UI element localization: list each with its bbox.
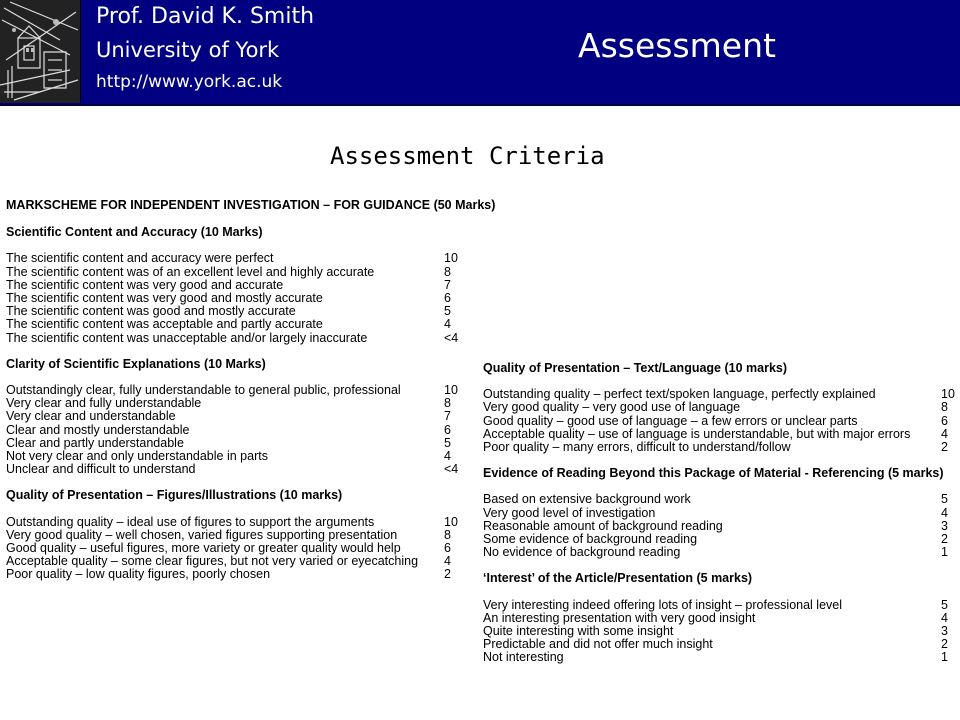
criterion-text: No evidence of background reading [483, 546, 681, 560]
university-name: University of York [96, 38, 280, 62]
criterion-row [483, 651, 955, 664]
criterion-mark: 8 [444, 396, 451, 411]
slide-subtitle: Assessment Criteria [330, 142, 605, 170]
criterion-mark: 5 [444, 435, 451, 450]
criterion-mark: 5 [444, 304, 451, 319]
criterion-mark: 3 [941, 518, 948, 533]
criterion-row [483, 507, 955, 520]
criterion-text: An interesting presentation with very good insight [483, 611, 756, 625]
university-logo-image [0, 0, 81, 103]
criterion-mark: 4 [941, 610, 948, 625]
criterion-mark: 8 [941, 400, 948, 415]
criteria-list [483, 388, 955, 454]
criterion-row [483, 638, 955, 651]
criterion-row [483, 428, 955, 441]
criterion-mark: <4 [444, 330, 459, 345]
criterion-mark: 4 [941, 505, 948, 520]
criterion-text: The scientific content and accuracy were perfect [6, 252, 274, 266]
section-heading: Quality of Presentation – Text/Language (10 marks) [483, 361, 788, 375]
section-heading: ‘Interest’ of the Article/Presentation (5 marks) [483, 571, 753, 586]
criteria-list [6, 516, 466, 582]
criterion-text: Good quality – good use of language – a few errors or unclear parts [483, 414, 858, 428]
criterion-mark: 1 [941, 650, 948, 665]
criterion-text: The scientific content was very good and accurate [6, 278, 284, 292]
criterion-row [6, 332, 466, 345]
criterion-row [6, 279, 466, 292]
criterion-row [6, 437, 466, 450]
criterion-mark: 10 [444, 514, 458, 529]
criterion-text: Unclear and difficult to understand [6, 463, 196, 477]
criterion-mark: 4 [444, 449, 451, 464]
criterion-text: Clear and mostly understandable [6, 423, 190, 437]
criterion-row [6, 542, 466, 555]
criterion-text: Very good quality – very good use of language [483, 401, 741, 415]
criteria-list [6, 384, 466, 476]
author-name: Prof. David K. Smith [96, 4, 315, 29]
criterion-mark: 6 [444, 541, 451, 556]
criterion-row [483, 612, 955, 625]
criterion-mark: 5 [941, 597, 948, 612]
criterion-mark: 8 [444, 527, 451, 542]
criterion-mark: 6 [444, 291, 451, 306]
criteria-list [483, 599, 955, 665]
criterion-text: The scientific content was very good and mostly accurate [6, 292, 323, 306]
criterion-row [6, 516, 466, 529]
criterion-text: Outstandingly clear, fully understandable to general public, professional [6, 384, 401, 398]
criterion-row [6, 424, 466, 437]
criterion-text: The scientific content was of an excellent level and highly accurate [6, 265, 375, 279]
criterion-row [483, 599, 955, 612]
criterion-text: Acceptable quality – use of language is understandable, but with major errors [483, 427, 911, 441]
criterion-text: The scientific content was acceptable and partly accurate [6, 318, 323, 332]
criterion-row [6, 305, 466, 318]
right-sections [483, 362, 955, 665]
criterion-text: Not very clear and only understandable in parts [6, 450, 268, 464]
criterion-mark: 7 [444, 409, 451, 424]
criterion-text: Some evidence of background reading [483, 533, 698, 547]
criterion-row [6, 252, 466, 265]
criterion-row [483, 415, 955, 428]
criterion-mark: 4 [941, 426, 948, 441]
criterion-row [6, 529, 466, 542]
criterion-mark: <4 [444, 462, 459, 477]
criterion-text: Poor quality – many errors, difficult to understand/follow [483, 441, 791, 455]
criterion-mark: 10 [941, 387, 955, 402]
criterion-text: Predictable and did not offer much insight [483, 638, 713, 652]
markscheme-left-column [6, 198, 496, 595]
criterion-row [483, 441, 955, 454]
criterion-row [6, 397, 466, 410]
criterion-mark: 10 [444, 251, 458, 266]
criteria-list [483, 493, 955, 559]
criterion-mark: 7 [444, 277, 451, 292]
criterion-row [6, 463, 466, 476]
section-heading: Quality of Presentation – Figures/Illustrations (10 marks) [6, 488, 343, 503]
criterion-text: Reasonable amount of background reading [483, 519, 723, 533]
header-bar [0, 0, 960, 106]
criterion-row [483, 533, 955, 546]
criterion-text: The scientific content was unacceptable and/or largely inaccurate [6, 331, 368, 345]
criterion-mark: 6 [444, 422, 451, 437]
criterion-text: Very good quality – well chosen, varied figures supporting presentation [6, 528, 398, 542]
criterion-mark: 6 [941, 413, 948, 428]
criterion-row [483, 546, 955, 559]
criterion-row [6, 318, 466, 331]
markscheme-heading: MARKSCHEME FOR INDEPENDENT INVESTIGATION – FOR GUIDANCE (50 Marks) [6, 198, 496, 212]
criterion-row [6, 568, 466, 581]
criterion-mark: 8 [444, 264, 451, 279]
criterion-mark: 5 [941, 492, 948, 507]
criterion-row [6, 450, 466, 463]
criterion-text: Outstanding quality – perfect text/spoken language, perfectly explained [483, 388, 876, 402]
criterion-text: Very interesting indeed offering lots of insight – professional level [483, 598, 843, 612]
criterion-row [483, 388, 955, 401]
markscheme-right-column [483, 362, 955, 678]
criterion-mark: 10 [444, 383, 458, 398]
criterion-text: Very good level of investigation [483, 506, 656, 520]
left-sections [6, 226, 466, 581]
criteria-list [6, 252, 466, 344]
criterion-row [6, 410, 466, 423]
criterion-mark: 2 [941, 440, 948, 455]
criterion-row [483, 625, 955, 638]
criterion-text: The scientific content was good and mostly accurate [6, 305, 296, 319]
criterion-mark: 2 [941, 532, 948, 547]
website-link[interactable]: http://www.york.ac.uk [96, 72, 283, 92]
criterion-text: Very clear and fully understandable [6, 397, 202, 411]
criterion-text: Good quality – useful figures, more variety or greater quality would help [6, 542, 401, 556]
criterion-row [483, 401, 955, 414]
criterion-row [6, 266, 466, 279]
criterion-mark: 1 [941, 545, 948, 560]
criterion-text: Acceptable quality – some clear figures, but not very varied or eyecatching [6, 555, 419, 569]
criterion-mark: 4 [444, 554, 451, 569]
criterion-row [6, 555, 466, 568]
criterion-row [6, 292, 466, 305]
criterion-text: Very clear and understandable [6, 410, 176, 424]
criterion-text: Quite interesting with some insight [483, 625, 674, 639]
criterion-mark: 2 [444, 567, 451, 582]
criterion-text: Based on extensive background work [483, 493, 691, 507]
section-heading: Scientific Content and Accuracy (10 Marks) [6, 225, 263, 240]
criterion-row [483, 493, 955, 506]
criterion-mark: 2 [941, 637, 948, 652]
section-heading: Clarity of Scientific Explanations (10 Marks) [6, 356, 266, 371]
criterion-row [483, 520, 955, 533]
criterion-text: Poor quality – low quality figures, poorly chosen [6, 568, 271, 582]
section-heading: Evidence of Reading Beyond this Package of Material - Referencing (5 marks) [483, 466, 944, 481]
criterion-row [6, 384, 466, 397]
page-title: Assessment [578, 26, 776, 65]
criterion-text: Not interesting [483, 651, 564, 665]
criterion-mark: 3 [941, 624, 948, 639]
criterion-text: Clear and partly understandable [6, 436, 184, 450]
criterion-mark: 4 [444, 317, 451, 332]
criterion-text: Outstanding quality – ideal use of figures to support the arguments [6, 515, 375, 529]
